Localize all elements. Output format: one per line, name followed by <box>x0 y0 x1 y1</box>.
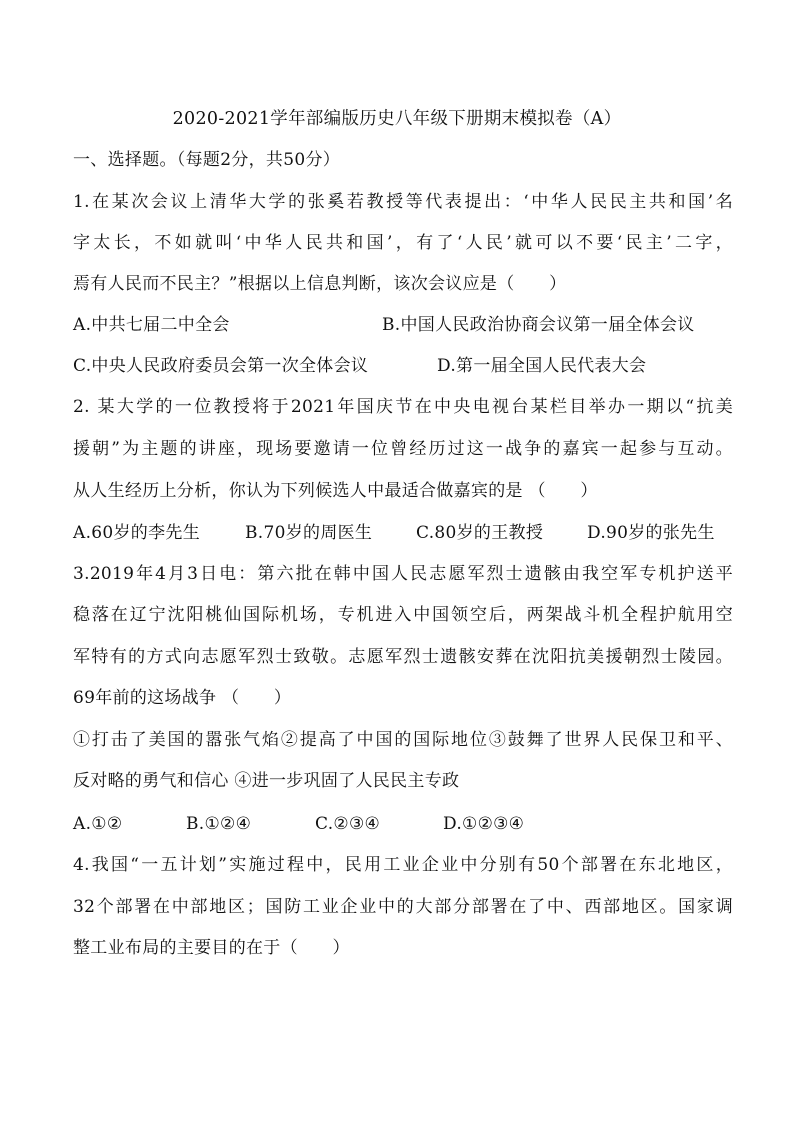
section-heading: 一、选择题。（每题2分，共50分） <box>73 150 341 170</box>
q1-line-2: 字太长，不如就叫‘中华人民共和国’，有了‘人民’就可以不要‘民主’二字， <box>73 233 733 253</box>
exam-title: 2020-2021学年部编版历史八年级下册期末模拟卷（A） <box>172 109 622 129</box>
q4-line-2: 32个部署在中部地区；国防工业企业中的大部分部署在了中、西部地区。国家调 <box>73 897 733 917</box>
q3-line-3: 军特有的方式向志愿军烈士致敬。志愿军烈士遗骸安葬在沈阳抗美援朝烈士陵园。 <box>73 647 733 667</box>
q1-option-c: C.中央人民政府委员会第一次全体会议 <box>73 356 369 376</box>
q1-option-a: A.中共七届二中全会 <box>73 315 230 335</box>
q2-option-a: A.60岁的李先生 <box>73 523 201 543</box>
q3-option-b: B.①②④ <box>186 814 252 834</box>
q3-option-d: D.①②③④ <box>443 814 525 834</box>
q1-line-1: 1.在某次会议上清华大学的张奚若教授等代表提出：‘中华人民民主共和国’名 <box>73 192 733 212</box>
q2-option-b: B.70岁的周医生 <box>245 523 373 543</box>
q2-line-2: 援朝”为主题的讲座，现场要邀请一位曾经历过这一战争的嘉宾一起参与互动。 <box>73 439 733 459</box>
q1-option-b: B.中国人民政治协商会议第一届全体会议 <box>382 315 695 335</box>
q2-line-1: 2. 某大学的一位教授将于2021年国庆节在中央电视台某栏目举办一期以“抗美 <box>73 397 733 417</box>
q3-option-a: A.①② <box>73 814 123 834</box>
q3-option-c: C.②③④ <box>315 814 381 834</box>
q4-line-3: 整工业布局的主要目的在于（ ） <box>73 938 350 958</box>
q4-line-1: 4.我国“一五计划”实施过程中，民用工业企业中分别有50个部署在东北地区， <box>73 855 733 875</box>
q3-line-1: 3.2019年4月3日电：第六批在韩中国人民志愿军烈士遗骸由我空军专机护送平 <box>73 564 733 584</box>
q1-line-3: 焉有人民而不民主？”根据以上信息判断，该次会议应是（ ） <box>73 274 567 294</box>
q3-line-6: 反对略的勇气和信心 ④进一步巩固了人民民主专政 <box>73 771 460 791</box>
q2-line-3: 从人生经历上分析，你认为下列候选人中最适合做嘉宾的是 （ ） <box>73 481 598 501</box>
q1-option-d: D.第一届全国人民代表大会 <box>437 356 647 376</box>
q3-line-5: ①打击了美国的嚣张气焰②提高了中国的国际地位③鼓舞了世界人民保卫和平、 <box>73 730 733 750</box>
q2-option-c: C.80岁的王教授 <box>416 523 544 543</box>
q3-line-4: 69年前的这场战争 （ ） <box>73 688 292 708</box>
q3-line-2: 稳落在辽宁沈阳桃仙国际机场，专机进入中国领空后，两架战斗机全程护航用空 <box>73 605 733 625</box>
q2-option-d: D.90岁的张先生 <box>587 523 715 543</box>
